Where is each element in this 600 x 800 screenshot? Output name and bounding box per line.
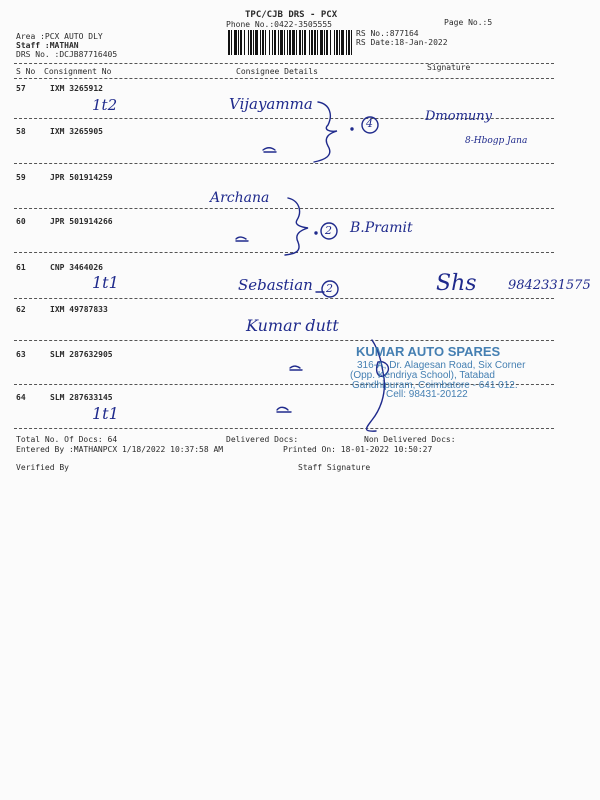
phone-number: Phone No.:0422-3505555	[226, 20, 332, 29]
stamp-address-line-1: 316-A, Dr. Alagesan Road, Six Corner	[357, 360, 526, 371]
col-consignee-header: Consignee Details	[236, 67, 318, 76]
staff-label: Staff :MATHAN	[16, 41, 79, 50]
r60-signature: B.Pramit	[350, 220, 413, 236]
rs-number: RS No.:877164	[356, 29, 419, 38]
row-63-consignment: SLM 287632905	[50, 350, 113, 359]
r57-consignee-name: Vijayamma	[229, 95, 313, 113]
r57-circle-count: 4	[366, 117, 373, 130]
r60-consignee-name: Archana	[210, 190, 270, 206]
row-64-sno: 64	[16, 393, 26, 402]
stamp-company-name: KUMAR AUTO SPARES	[356, 344, 501, 359]
stamp-address-line-3: Gandhipuram, Coimbatore - 641 012.	[352, 380, 518, 391]
row-59-consignment: JPR 501914259	[50, 173, 113, 182]
col-sno-header: S No	[16, 67, 36, 76]
row-63-sno: 63	[16, 350, 26, 359]
row-57-consignment: IXM 3265912	[50, 84, 103, 93]
row-57-sno: 57	[16, 84, 26, 93]
row-59-sno: 59	[16, 173, 26, 182]
r61-circle-count: 2	[326, 282, 333, 295]
non-delivered-docs: Non Delivered Docs:	[364, 435, 456, 444]
row-64-consignment: SLM 287633145	[50, 393, 113, 402]
area-label: Area :PCX AUTO DLY	[16, 32, 103, 41]
stamp-address-line-2: (Opp. Kendriya School), Tatabad	[350, 370, 495, 381]
stamp-phone: Cell: 98431-20122	[386, 389, 468, 400]
r61-consignee-name: Sebastian	[238, 276, 313, 294]
r57-signature: Dmomuny	[425, 109, 492, 124]
r62-consignee-name: Kumar dutt	[246, 316, 339, 335]
document-title: TPC/CJB DRS - PCX	[245, 10, 338, 20]
row-61-consignment: CNP 3464026	[50, 263, 103, 272]
col-signature-header: Signature	[427, 63, 471, 72]
printed-on: Printed On: 18-01-2022 10:50:27	[283, 445, 433, 454]
r64-count: 1t1	[92, 404, 119, 423]
row-60-consignment: JPR 501914266	[50, 217, 113, 226]
rs-date: RS Date:18-Jan-2022	[356, 38, 448, 47]
row-60-sno: 60	[16, 217, 26, 226]
col-consignment-header: Consignment No	[44, 67, 112, 76]
drs-number: DRS No. :DCJB87716405	[16, 50, 118, 59]
row-62-consignment: IXM 49787833	[50, 305, 108, 314]
row-61-sno: 61	[16, 263, 26, 272]
verified-by: Verified By	[16, 463, 69, 472]
r61-signature: Shs	[436, 271, 477, 296]
r57-count: 1t2	[92, 96, 118, 114]
row-58-sno: 58	[16, 127, 26, 136]
delivered-docs: Delivered Docs:	[226, 435, 299, 444]
r57-signature-name: 8-Hbogp Jana	[465, 136, 528, 146]
page-number: Page No.:5	[444, 18, 493, 27]
row-62-sno: 62	[16, 305, 26, 314]
row-58-consignment: IXM 3265905	[50, 127, 103, 136]
r61-phone: 9842331575	[508, 278, 591, 293]
total-docs: Total No. Of Docs: 64	[16, 435, 118, 444]
r60-circle-count: 2	[325, 224, 332, 237]
staff-signature-label: Staff Signature	[298, 463, 371, 472]
r61-count: 1t1	[92, 273, 119, 292]
entered-by: Entered By :MATHANPCX 1/18/2022 10:37:58 AM	[16, 445, 224, 454]
